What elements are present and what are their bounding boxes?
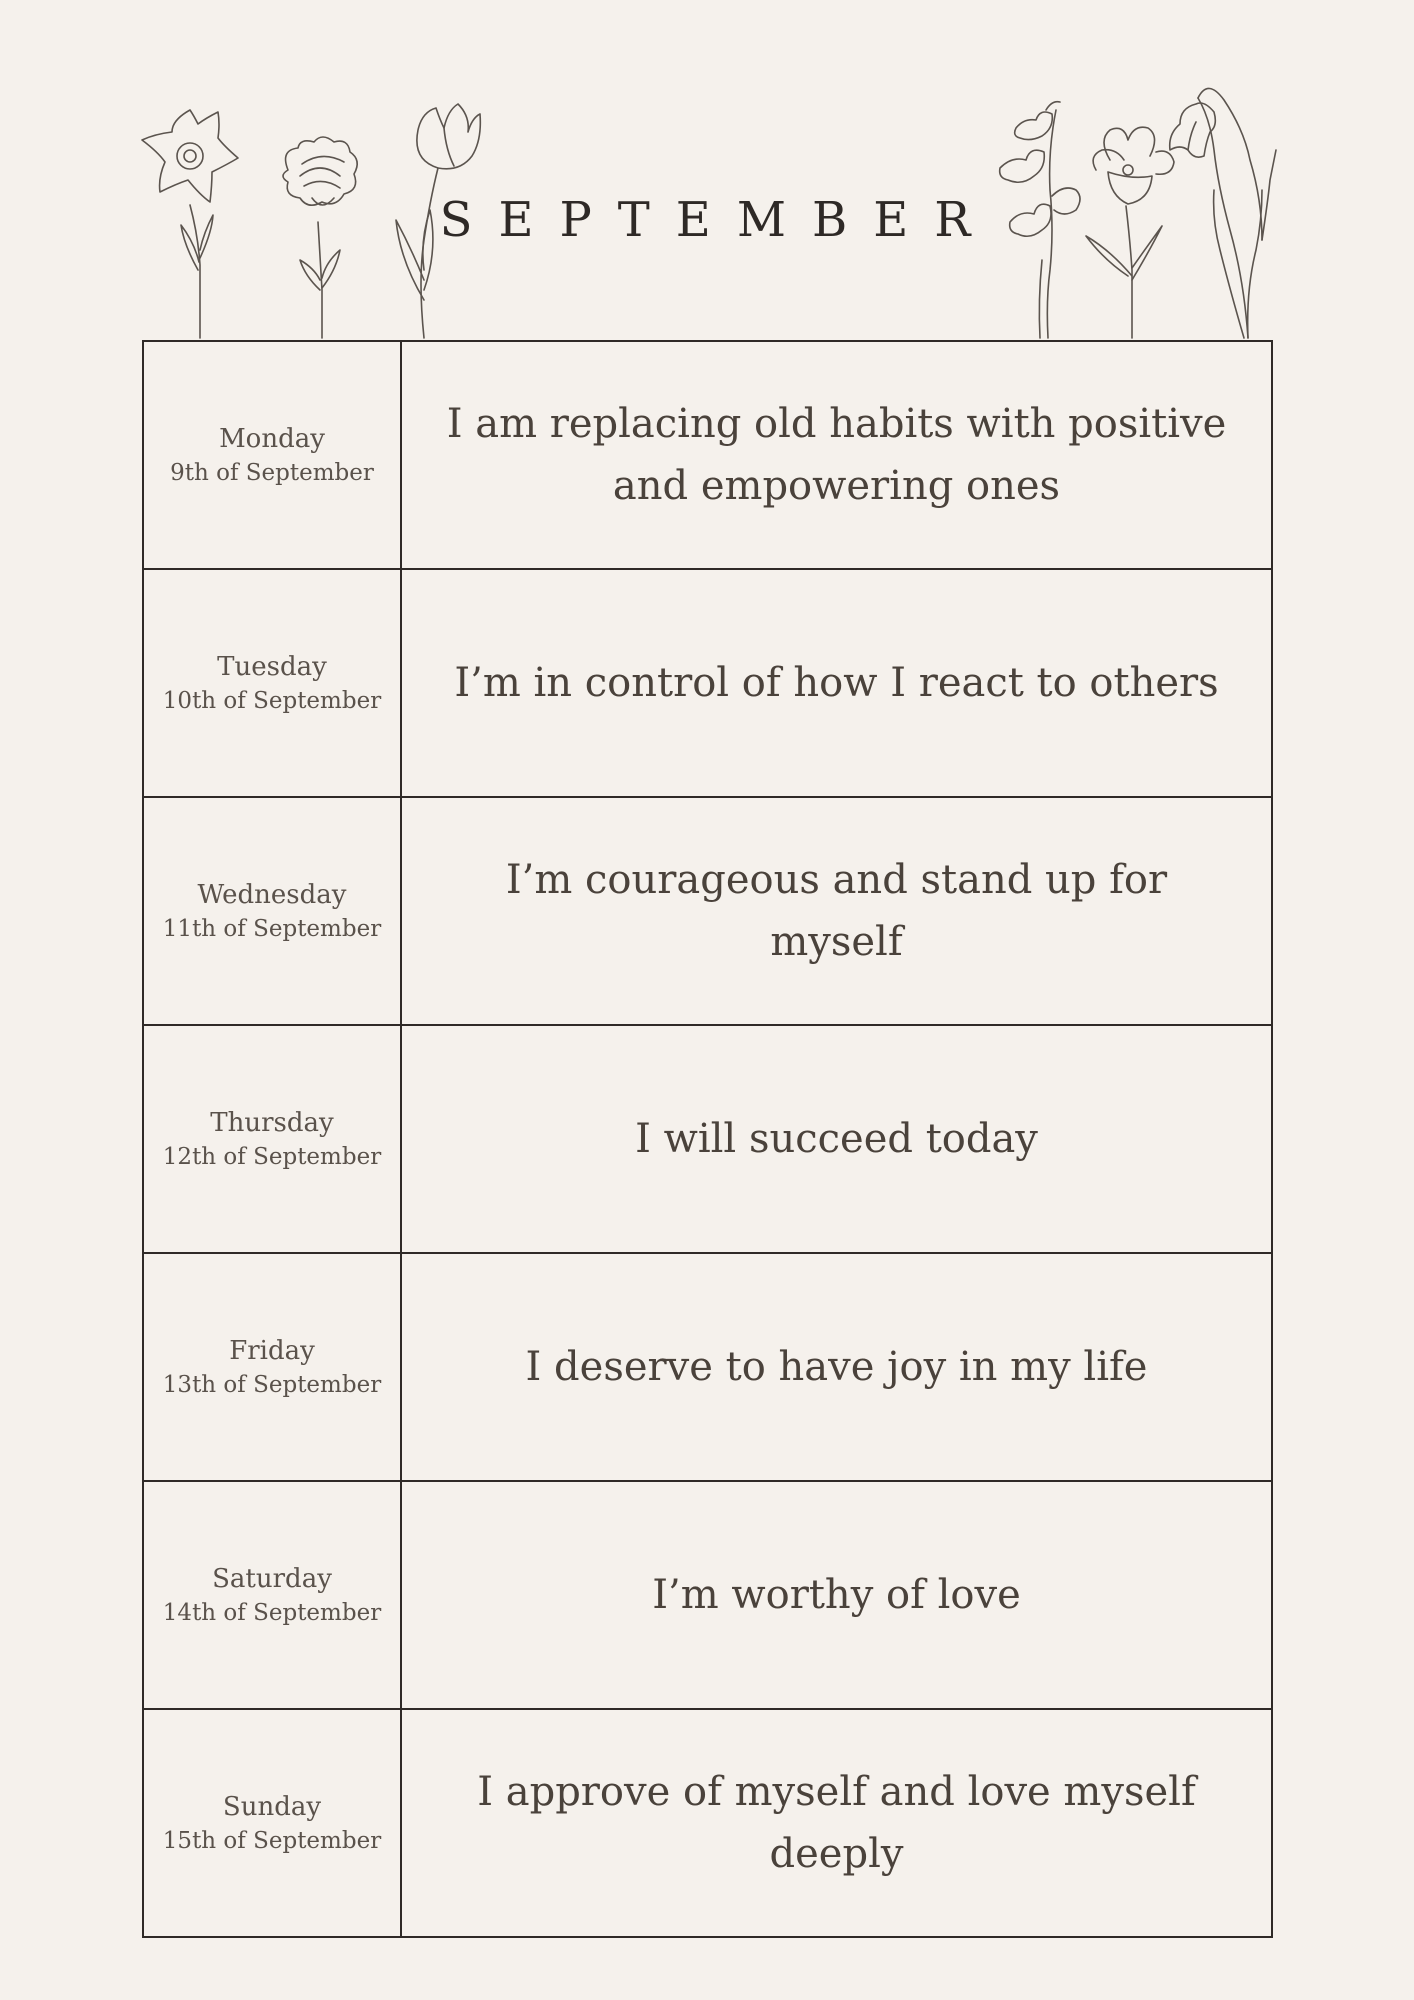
day-cell <box>144 570 402 796</box>
table-row <box>144 798 1271 1026</box>
affirmation-text: I am replacing old habits with positive and empowering ones <box>446 401 1227 509</box>
day-name: Sunday <box>222 1791 322 1822</box>
affirmation-text: I’m in control of how I react to others <box>454 660 1219 706</box>
affirmation-table <box>142 340 1273 1938</box>
day-cell <box>144 342 402 568</box>
table-row <box>144 1710 1271 1936</box>
day-name: Saturday <box>212 1563 332 1594</box>
day-date: 12th of September <box>162 1144 382 1171</box>
affirmation-text: I’m courageous and stand up for myself <box>505 857 1168 965</box>
floral-decorations <box>0 0 1414 342</box>
day-cell <box>144 798 402 1024</box>
table-row <box>144 342 1271 570</box>
day-date: 15th of September <box>162 1828 382 1855</box>
affirmation-text: I deserve to have joy in my life <box>525 1344 1148 1390</box>
page-title: SEPTEMBER <box>439 192 997 248</box>
day-date: 13th of September <box>162 1372 382 1399</box>
table-row <box>144 1026 1271 1254</box>
day-date: 10th of September <box>162 688 382 715</box>
day-cell <box>144 1026 402 1252</box>
day-date: 11th of September <box>162 916 382 943</box>
day-cell <box>144 1710 402 1936</box>
table-row <box>144 570 1271 798</box>
day-name: Tuesday <box>217 651 327 682</box>
day-name: Monday <box>219 423 325 454</box>
day-date: 9th of September <box>170 460 374 487</box>
day-cell <box>144 1482 402 1708</box>
day-name: Friday <box>229 1335 315 1366</box>
affirmation-text: I’m worthy of love <box>652 1572 1021 1618</box>
day-name: Wednesday <box>197 879 347 910</box>
table-row <box>144 1482 1271 1710</box>
day-cell <box>144 1254 402 1480</box>
day-name: Thursday <box>210 1107 334 1138</box>
affirmation-text: I will succeed today <box>635 1116 1038 1162</box>
page-header <box>0 0 1414 342</box>
table-row <box>144 1254 1271 1482</box>
affirmation-text: I approve of myself and love myself deeply <box>477 1769 1196 1877</box>
day-date: 14th of September <box>162 1600 382 1627</box>
